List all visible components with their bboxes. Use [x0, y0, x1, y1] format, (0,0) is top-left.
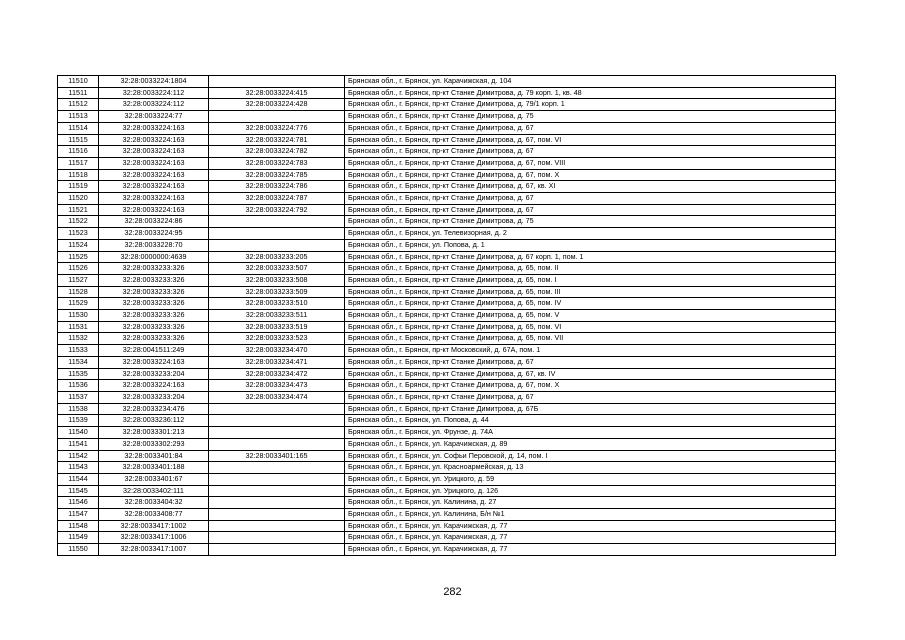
cadastral-number-cell: 32:28:0033224:163 [99, 380, 209, 392]
address-cell: Брянская обл., г. Брянск, пр-кт Станке Димитрова, д. 67Б [345, 403, 836, 415]
cadastral-number-cell: 32:28:0033224:95 [99, 228, 209, 240]
cadastral-number-cell: 32:28:0033224:163 [99, 204, 209, 216]
address-cell: Брянская обл., г. Брянск, пр-кт Станке Димитрова, д. 65, пом. VI [345, 321, 836, 333]
cadastral-number-cell: 32:28:0041511:249 [99, 345, 209, 357]
cadastral-number-cell: 32:28:0033233:326 [99, 321, 209, 333]
table-row [58, 485, 836, 497]
table-row [58, 157, 836, 169]
cadastral-number-cell: 32:28:0033224:1804 [99, 76, 209, 88]
table-row [58, 438, 836, 450]
inner-cadastral-number-cell [209, 509, 345, 521]
cadastral-number-cell: 32:28:0033233:204 [99, 391, 209, 403]
table-row [58, 216, 836, 228]
address-cell: Брянская обл., г. Брянск, пр-кт Станке Димитрова, д. 79/1 корп. 1 [345, 99, 836, 111]
inner-cadastral-number-cell: 32:28:0033234:470 [209, 345, 345, 357]
address-cell: Брянская обл., г. Брянск, пр-кт Станке Димитрова, д. 65, пом. II [345, 263, 836, 275]
table-row [58, 509, 836, 521]
row-number-cell: 11525 [58, 251, 99, 263]
row-number-cell: 11544 [58, 473, 99, 485]
cadastral-number-cell: 32:28:0033417:1006 [99, 532, 209, 544]
inner-cadastral-number-cell: 32:28:0033233:509 [209, 286, 345, 298]
inner-cadastral-number-cell [209, 403, 345, 415]
table-row [58, 146, 836, 158]
inner-cadastral-number-cell [209, 473, 345, 485]
inner-cadastral-number-cell: 32:28:0033233:519 [209, 321, 345, 333]
table-row [58, 181, 836, 193]
inner-cadastral-number-cell [209, 228, 345, 240]
row-number-cell: 11527 [58, 274, 99, 286]
row-number-cell: 11521 [58, 204, 99, 216]
row-number-cell: 11541 [58, 438, 99, 450]
address-cell: Брянская обл., г. Брянск, ул. Попова, д. 1 [345, 239, 836, 251]
address-cell: Брянская обл., г. Брянск, пр-кт Станке Димитрова, д. 67 [345, 391, 836, 403]
address-cell: Брянская обл., г. Брянск, пр-кт Станке Димитрова, д. 67 [345, 193, 836, 205]
address-cell: Брянская обл., г. Брянск, пр-кт Станке Димитрова, д. 75 [345, 216, 836, 228]
address-cell: Брянская обл., г. Брянск, пр-кт Станке Димитрова, д. 67 [345, 204, 836, 216]
table-row [58, 462, 836, 474]
cadastral-number-cell: 32:28:0033224:86 [99, 216, 209, 228]
table-row [58, 298, 836, 310]
row-number-cell: 11545 [58, 485, 99, 497]
table-row [58, 111, 836, 123]
table-row [58, 391, 836, 403]
table-row [58, 286, 836, 298]
inner-cadastral-number-cell: 32:28:0033234:473 [209, 380, 345, 392]
inner-cadastral-number-cell: 32:28:0033224:415 [209, 87, 345, 99]
table-row [58, 204, 836, 216]
cadastral-number-cell: 32:28:0033404:32 [99, 497, 209, 509]
inner-cadastral-number-cell: 32:28:0033224:781 [209, 134, 345, 146]
inner-cadastral-number-cell: 32:28:0033233:508 [209, 274, 345, 286]
cadastral-number-cell: 32:28:0033233:326 [99, 298, 209, 310]
row-number-cell: 11526 [58, 263, 99, 275]
table-row [58, 122, 836, 134]
address-cell: Брянская обл., г. Брянск, пр-кт Станке Димитрова, д. 65, пом. IV [345, 298, 836, 310]
inner-cadastral-number-cell [209, 239, 345, 251]
table-row [58, 310, 836, 322]
cadastral-number-cell: 32:28:0033302:293 [99, 438, 209, 450]
address-cell: Брянская обл., г. Брянск, ул. Красноармейская, д. 13 [345, 462, 836, 474]
table-row [58, 532, 836, 544]
inner-cadastral-number-cell: 32:28:0033224:776 [209, 122, 345, 134]
row-number-cell: 11538 [58, 403, 99, 415]
address-cell: Брянская обл., г. Брянск, пр-кт Станке Димитрова, д. 67, кв. XI [345, 181, 836, 193]
row-number-cell: 11533 [58, 345, 99, 357]
inner-cadastral-number-cell [209, 111, 345, 123]
cadastral-number-cell: 32:28:0000000:4639 [99, 251, 209, 263]
row-number-cell: 11542 [58, 450, 99, 462]
address-cell: Брянская обл., г. Брянск, ул. Карачижская, д. 77 [345, 532, 836, 544]
cadastral-number-cell: 32:28:0033233:326 [99, 263, 209, 275]
inner-cadastral-number-cell [209, 462, 345, 474]
cadastral-number-cell: 32:28:0033224:112 [99, 99, 209, 111]
table-row [58, 193, 836, 205]
table-row [58, 263, 836, 275]
table-row [58, 239, 836, 251]
address-cell: Брянская обл., г. Брянск, пр-кт Станке Димитрова, д. 65, пом. I [345, 274, 836, 286]
inner-cadastral-number-cell: 32:28:0033224:785 [209, 169, 345, 181]
address-cell: Брянская обл., г. Брянск, ул. Карачижская, д. 104 [345, 76, 836, 88]
row-number-cell: 11548 [58, 520, 99, 532]
table-row [58, 368, 836, 380]
table-row [58, 274, 836, 286]
inner-cadastral-number-cell [209, 532, 345, 544]
address-cell: Брянская обл., г. Брянск, пр-кт Станке Димитрова, д. 67, пом. VIII [345, 157, 836, 169]
table-row [58, 450, 836, 462]
inner-cadastral-number-cell [209, 544, 345, 556]
inner-cadastral-number-cell [209, 76, 345, 88]
inner-cadastral-number-cell: 32:28:0033234:472 [209, 368, 345, 380]
table-body [58, 76, 836, 556]
address-cell: Брянская обл., г. Брянск, ул. Карачижская, д. 89 [345, 438, 836, 450]
inner-cadastral-number-cell [209, 520, 345, 532]
table-row [58, 473, 836, 485]
cadastral-number-cell: 32:28:0033233:326 [99, 333, 209, 345]
row-number-cell: 11537 [58, 391, 99, 403]
cadastral-number-cell: 32:28:0033401:188 [99, 462, 209, 474]
cadastral-number-cell: 32:28:0033401:84 [99, 450, 209, 462]
row-number-cell: 11523 [58, 228, 99, 240]
row-number-cell: 11549 [58, 532, 99, 544]
inner-cadastral-number-cell: 32:28:0033224:782 [209, 146, 345, 158]
row-number-cell: 11546 [58, 497, 99, 509]
row-number-cell: 11540 [58, 427, 99, 439]
row-number-cell: 11536 [58, 380, 99, 392]
row-number-cell: 11510 [58, 76, 99, 88]
table-row [58, 99, 836, 111]
address-cell: Брянская обл., г. Брянск, пр-кт Московский, д. 67А, пом. 1 [345, 345, 836, 357]
table-row [58, 228, 836, 240]
cadastral-number-cell: 32:28:0033417:1007 [99, 544, 209, 556]
inner-cadastral-number-cell [209, 427, 345, 439]
row-number-cell: 11517 [58, 157, 99, 169]
cadastral-number-cell: 32:28:0033417:1002 [99, 520, 209, 532]
cadastral-number-cell: 32:28:0033224:163 [99, 157, 209, 169]
address-cell: Брянская обл., г. Брянск, ул. Карачижская, д. 77 [345, 544, 836, 556]
table-row [58, 87, 836, 99]
cadastral-number-cell: 32:28:0033224:163 [99, 169, 209, 181]
address-cell: Брянская обл., г. Брянск, пр-кт Станке Димитрова, д. 65, пом. III [345, 286, 836, 298]
table-row [58, 380, 836, 392]
cadastral-number-cell: 32:28:0033228:70 [99, 239, 209, 251]
row-number-cell: 11518 [58, 169, 99, 181]
inner-cadastral-number-cell: 32:28:0033233:523 [209, 333, 345, 345]
inner-cadastral-number-cell: 32:28:0033224:428 [209, 99, 345, 111]
inner-cadastral-number-cell: 32:28:0033224:786 [209, 181, 345, 193]
row-number-cell: 11530 [58, 310, 99, 322]
address-cell: Брянская обл., г. Брянск, пр-кт Станке Димитрова, д. 67, пом. VI [345, 134, 836, 146]
table-row [58, 544, 836, 556]
address-cell: Брянская обл., г. Брянск, пр-кт Станке Димитрова, д. 67 [345, 356, 836, 368]
table-row [58, 497, 836, 509]
row-number-cell: 11514 [58, 122, 99, 134]
address-cell: Брянская обл., г. Брянск, ул. Урицкого, д. 59 [345, 473, 836, 485]
inner-cadastral-number-cell [209, 497, 345, 509]
inner-cadastral-number-cell: 32:28:0033233:507 [209, 263, 345, 275]
row-number-cell: 11519 [58, 181, 99, 193]
inner-cadastral-number-cell: 32:28:0033233:510 [209, 298, 345, 310]
cadastral-number-cell: 32:28:0033233:326 [99, 286, 209, 298]
inner-cadastral-number-cell [209, 216, 345, 228]
cadastral-number-cell: 32:28:0033224:163 [99, 181, 209, 193]
inner-cadastral-number-cell: 32:28:0033224:783 [209, 157, 345, 169]
row-number-cell: 11512 [58, 99, 99, 111]
address-cell: Брянская обл., г. Брянск, пр-кт Станке Димитрова, д. 67 [345, 122, 836, 134]
table-row [58, 251, 836, 263]
cadastral-number-cell: 32:28:0033402:111 [99, 485, 209, 497]
row-number-cell: 11520 [58, 193, 99, 205]
row-number-cell: 11547 [58, 509, 99, 521]
table-row [58, 415, 836, 427]
address-cell: Брянская обл., г. Брянск, ул. Телевизорная, д. 2 [345, 228, 836, 240]
row-number-cell: 11535 [58, 368, 99, 380]
address-cell: Брянская обл., г. Брянск, ул. Калинина, Б/н №1 [345, 509, 836, 521]
address-cell: Брянская обл., г. Брянск, ул. Урицкого, д. 126 [345, 485, 836, 497]
cadastral-number-cell: 32:28:0033224:163 [99, 193, 209, 205]
row-number-cell: 11522 [58, 216, 99, 228]
table-row [58, 403, 836, 415]
row-number-cell: 11511 [58, 87, 99, 99]
cadastral-number-cell: 32:28:0033224:112 [99, 87, 209, 99]
cadastral-number-cell: 32:28:0033224:77 [99, 111, 209, 123]
address-cell: Брянская обл., г. Брянск, ул. Попова, д. 44 [345, 415, 836, 427]
table-row [58, 321, 836, 333]
row-number-cell: 11543 [58, 462, 99, 474]
row-number-cell: 11516 [58, 146, 99, 158]
address-cell: Брянская обл., г. Брянск, пр-кт Станке Димитрова, д. 67, кв. IV [345, 368, 836, 380]
cadastral-number-cell: 32:28:0033224:163 [99, 356, 209, 368]
address-cell: Брянская обл., г. Брянск, пр-кт Станке Димитрова, д. 67, пом. X [345, 380, 836, 392]
inner-cadastral-number-cell: 32:28:0033233:205 [209, 251, 345, 263]
row-number-cell: 11528 [58, 286, 99, 298]
page-number: 282 [443, 586, 462, 598]
cadastral-number-cell: 32:28:0033233:326 [99, 274, 209, 286]
property-table-container [57, 75, 835, 556]
address-cell: Брянская обл., г. Брянск, пр-кт Станке Димитрова, д. 65, пом. V [345, 310, 836, 322]
address-cell: Брянская обл., г. Брянск, пр-кт Станке Димитрова, д. 67 корп. 1, пом. 1 [345, 251, 836, 263]
inner-cadastral-number-cell [209, 485, 345, 497]
row-number-cell: 11515 [58, 134, 99, 146]
cadastral-number-cell: 32:28:0033301:213 [99, 427, 209, 439]
table-row [58, 169, 836, 181]
cadastral-number-cell: 32:28:0033233:326 [99, 310, 209, 322]
table-row [58, 76, 836, 88]
inner-cadastral-number-cell [209, 415, 345, 427]
row-number-cell: 11534 [58, 356, 99, 368]
cadastral-number-cell: 32:28:0033408:77 [99, 509, 209, 521]
table-row [58, 345, 836, 357]
address-cell: Брянская обл., г. Брянск, ул. Фрунзе, д. 74А [345, 427, 836, 439]
address-cell: Брянская обл., г. Брянск, пр-кт Станке Димитрова, д. 67, пом. X [345, 169, 836, 181]
address-cell: Брянская обл., г. Брянск, пр-кт Станке Димитрова, д. 75 [345, 111, 836, 123]
address-cell: Брянская обл., г. Брянск, ул. Карачижская, д. 77 [345, 520, 836, 532]
cadastral-number-cell: 32:28:0033224:163 [99, 134, 209, 146]
table-row [58, 427, 836, 439]
address-cell: Брянская обл., г. Брянск, пр-кт Станке Димитрова, д. 65, пом. VII [345, 333, 836, 345]
address-cell: Брянская обл., г. Брянск, ул. Софьи Перовской, д. 14, пом. I [345, 450, 836, 462]
address-cell: Брянская обл., г. Брянск, ул. Калинина, д. 27 [345, 497, 836, 509]
inner-cadastral-number-cell: 32:28:0033224:792 [209, 204, 345, 216]
inner-cadastral-number-cell [209, 438, 345, 450]
address-cell: Брянская обл., г. Брянск, пр-кт Станке Димитрова, д. 67 [345, 146, 836, 158]
cadastral-number-cell: 32:28:0033401:67 [99, 473, 209, 485]
row-number-cell: 11529 [58, 298, 99, 310]
table-row [58, 356, 836, 368]
inner-cadastral-number-cell: 32:28:0033401:165 [209, 450, 345, 462]
cadastral-number-cell: 32:28:0033224:163 [99, 146, 209, 158]
row-number-cell: 11550 [58, 544, 99, 556]
row-number-cell: 11531 [58, 321, 99, 333]
cadastral-number-cell: 32:28:0033234:476 [99, 403, 209, 415]
row-number-cell: 11532 [58, 333, 99, 345]
property-table [57, 75, 836, 556]
inner-cadastral-number-cell: 32:28:0033224:787 [209, 193, 345, 205]
row-number-cell: 11539 [58, 415, 99, 427]
inner-cadastral-number-cell: 32:28:0033234:474 [209, 391, 345, 403]
cadastral-number-cell: 32:28:0033233:204 [99, 368, 209, 380]
table-row [58, 134, 836, 146]
inner-cadastral-number-cell: 32:28:0033234:471 [209, 356, 345, 368]
address-cell: Брянская обл., г. Брянск, пр-кт Станке Димитрова, д. 79 корп. 1, кв. 48 [345, 87, 836, 99]
table-row [58, 333, 836, 345]
inner-cadastral-number-cell: 32:28:0033233:511 [209, 310, 345, 322]
row-number-cell: 11524 [58, 239, 99, 251]
row-number-cell: 11513 [58, 111, 99, 123]
cadastral-number-cell: 32:28:0033224:163 [99, 122, 209, 134]
cadastral-number-cell: 32:28:0033236:112 [99, 415, 209, 427]
table-row [58, 520, 836, 532]
